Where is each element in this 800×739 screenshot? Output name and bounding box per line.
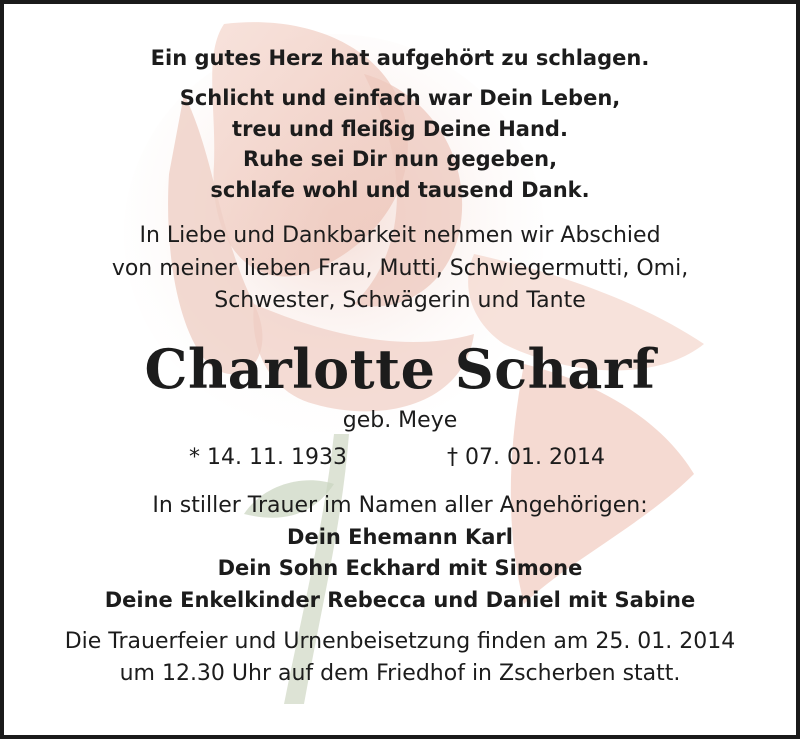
funeral-line: um 12.30 Uhr auf dem Friedhof in Zscherben statt. [119, 661, 681, 686]
intro-line: Schwester, Schwägerin und Tante [214, 288, 586, 313]
funeral-line: Die Trauerfeier und Urnenbeisetzung finden am 25. 01. 2014 [64, 629, 736, 654]
opening-text: Ein gutes Herz hat aufgehört zu schlagen. [150, 46, 650, 70]
verse-line: treu und fleißig Deine Hand. [232, 116, 568, 141]
intro-line: von meiner lieben Frau, Mutti, Schwiegermutti, Omi, [111, 255, 689, 281]
verse-line: schlafe wohl und tausend Dank. [210, 177, 590, 202]
funeral-info [4, 626, 796, 690]
deceased-name: Charlotte Scharf [144, 336, 656, 401]
verse-line: Schlicht und einfach war Dein Leben, [179, 86, 621, 110]
verse [4, 83, 796, 205]
notice-text [4, 4, 796, 690]
opening-line [4, 4, 796, 72]
life-dates [4, 442, 796, 474]
death-date: † 07. 01. 2014 [447, 444, 605, 470]
farewell-intro [4, 220, 796, 318]
mourner: Dein Sohn Eckhard mit Simone [217, 556, 583, 580]
birth-name: geb. Meye [342, 407, 458, 433]
mourner: Deine Enkelkinder Rebecca und Daniel mit Sabine [104, 587, 696, 612]
mourner: Dein Ehemann Karl [287, 524, 513, 549]
mourners-intro: In stiller Trauer im Namen aller Angehörigen: [152, 492, 648, 518]
mourners-list [4, 522, 796, 617]
birth-date: * 14. 11. 1933 [189, 444, 347, 470]
verse-line: Ruhe sei Dir nun gegeben, [242, 147, 558, 171]
intro-line: In Liebe und Dankbarkeit nehmen wir Abschied [139, 223, 661, 248]
